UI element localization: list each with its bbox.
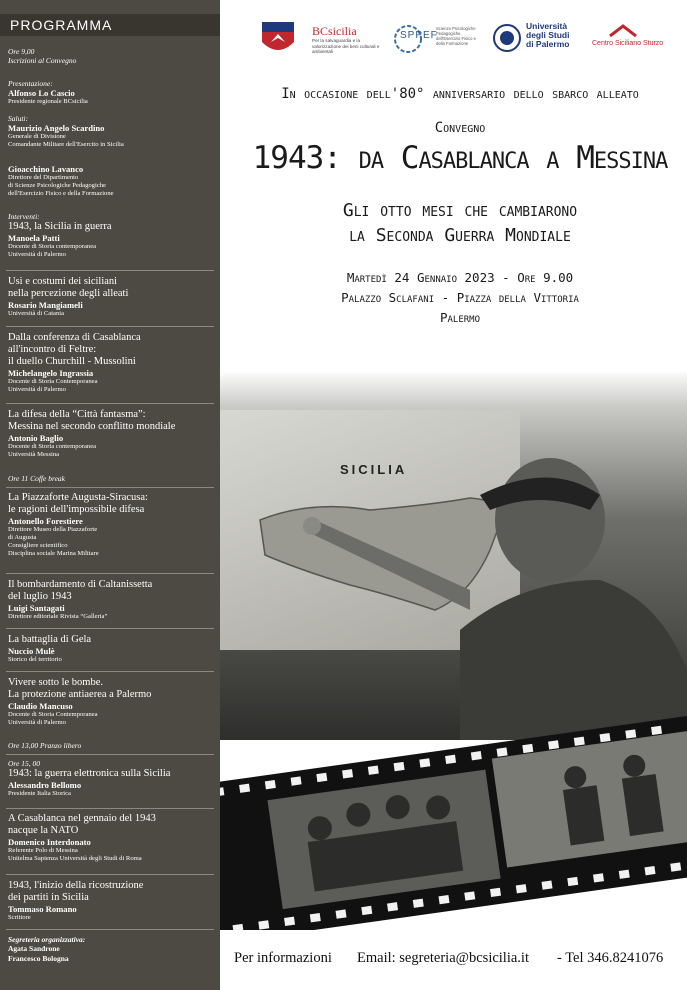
- occasion-line: In occasione dell'80° anniversario dello sbarco alleato: [281, 86, 639, 102]
- item-role: Storico del territorio: [8, 656, 62, 663]
- program-item: [8, 332, 214, 394]
- item-role: Presidente Italia Storica: [8, 790, 71, 797]
- divider: [6, 270, 214, 271]
- divider: [6, 487, 214, 488]
- program-heading: PROGRAMMA: [10, 17, 113, 33]
- program-item: [8, 813, 214, 863]
- item-role: Unitelma Sapienza Università degli Studi di Roma: [8, 855, 142, 862]
- item-speaker: Alfonso Lo Cascio: [8, 88, 75, 98]
- divider: [6, 573, 214, 574]
- bcsicilia-logo: [304, 18, 382, 60]
- item-role: Docente di Storia contemporanea: [8, 443, 97, 450]
- item-role: Università di Palermo: [8, 386, 66, 393]
- conference-kicker: Convegno: [434, 120, 486, 136]
- item-role: Docente di Storia Contemporanea: [8, 378, 98, 385]
- item-speaker: Maurizio Angelo Scardino: [8, 123, 105, 133]
- divider: [6, 628, 214, 629]
- item-title: il duello Churchill - Mussolini: [8, 356, 136, 367]
- item-speaker: Alessandro Bellomo: [8, 780, 82, 790]
- sppef-subtitle: Scienze Psicologiche Pedagogiche, dell'Esercizio Fisico e della Formazione: [436, 26, 476, 46]
- partner-logos: [240, 18, 680, 60]
- event-date: Martedì 24 Gennaio 2023 - Ore 9.00: [346, 270, 574, 285]
- item-speaker: Claudio Mancuso: [8, 701, 73, 711]
- contact-email[interactable]: Email: segreteria@bcsicilia.it: [357, 950, 529, 966]
- organizer-name: Francesco Bologna: [8, 954, 69, 963]
- item-title: nacque la NATO: [8, 825, 79, 836]
- item-title: La battaglia di Gela: [8, 634, 92, 645]
- program-item: [8, 212, 214, 259]
- info-label: Per informazioni: [234, 950, 332, 966]
- conference-title: 1943: da Casablanca a Messina: [252, 140, 668, 176]
- unipa-name: [526, 22, 569, 49]
- item-title: La Piazzaforte Augusta-Siracusa:: [8, 492, 148, 503]
- program-sidebar: [0, 0, 220, 990]
- sppef-logo: [392, 18, 484, 60]
- program-item: [8, 880, 214, 922]
- program-item: [8, 276, 214, 318]
- item-speaker: Michelangelo Ingrassia: [8, 368, 94, 378]
- item-time: Ore 13,00 Pranzo libero: [8, 741, 82, 750]
- program-item: [8, 114, 214, 149]
- divider: [6, 326, 214, 327]
- bcsicilia-name: BCsicilia: [312, 24, 357, 38]
- program-item: [8, 79, 214, 106]
- program-item: [8, 677, 214, 727]
- item-role: dell'Esercizio Fisico e della Formazione: [8, 190, 114, 197]
- item-title: all'incontro di Feltre:: [8, 344, 97, 355]
- shield-icon: [258, 18, 298, 60]
- item-role: Docente di Storia contemporanea: [8, 243, 97, 250]
- item-role: di Scienze Psicologiche Pedagogiche: [8, 182, 106, 189]
- item-time: Ore 15, 00: [8, 759, 41, 768]
- item-role: Direttore del Dipartimento: [8, 174, 79, 181]
- program-item: [8, 47, 214, 65]
- item-role: Università di Palermo: [8, 251, 66, 258]
- item-speaker: Antonio Baglio: [8, 433, 64, 443]
- historic-photo: [220, 370, 687, 740]
- unipa-line: di Palermo: [526, 39, 570, 49]
- unipa-line: degli Studi: [526, 30, 570, 40]
- unipa-line: Università: [526, 21, 568, 31]
- film-strip-graphic: [220, 690, 687, 930]
- bcsicilia-tagline: Per la salvaguardia e la valorizzazione dei beni culturali e ambientali: [312, 38, 380, 54]
- program-item: [8, 759, 214, 798]
- item-speaker: Nuccio Mulè: [8, 646, 55, 656]
- seal-icon: [492, 23, 522, 53]
- item-label: Presentazione:: [8, 79, 53, 88]
- program-item: [8, 634, 214, 664]
- item-speaker: Antonello Forestiere: [8, 516, 83, 526]
- item-role: Università di Catania: [8, 310, 65, 317]
- program-item: [8, 164, 214, 198]
- organizers: [8, 935, 214, 964]
- item-role: di Augusta: [8, 534, 37, 541]
- item-role: Scrittore: [8, 914, 31, 921]
- arrow-icon: [608, 24, 638, 38]
- map-label: SICILIA: [340, 462, 408, 477]
- item-title: del luglio 1943: [8, 591, 72, 602]
- item-title: Vivere sotto le bombe.: [8, 677, 104, 688]
- item-role: Direttore Museo della Piazzaforte: [8, 526, 98, 533]
- sturzo-logo: [588, 18, 680, 60]
- program-item: [8, 409, 214, 459]
- item-time: Ore 11 Coffe break: [8, 474, 66, 483]
- organizer-name: Agata Sandrone: [8, 944, 60, 953]
- item-label: Saluti:: [8, 114, 28, 123]
- divider: [6, 754, 214, 755]
- divider: [6, 671, 214, 672]
- item-title: 1943, la Sicilia in guerra: [8, 221, 112, 232]
- film-strip: [220, 690, 687, 930]
- item-speaker: Luigi Santagati: [8, 603, 65, 613]
- item-speaker: Manoela Patti: [8, 233, 60, 243]
- divider: [6, 929, 214, 930]
- event-venue: Palazzo Sclafani - Piazza della Vittoria: [341, 290, 579, 305]
- organizers-label: Segreteria organizzativa:: [8, 935, 86, 944]
- item-speaker: Gioacchino Lavanco: [8, 164, 84, 174]
- program-item: [8, 579, 214, 621]
- unipa-logo: [492, 18, 574, 60]
- item-role: Docente di Storia Contemporanea: [8, 711, 98, 718]
- sppef-name: SPPEF: [400, 30, 438, 41]
- item-role: Referente Polo di Messina: [8, 847, 78, 854]
- subtitle-line: Gli otto mesi che cambiarono: [342, 200, 578, 221]
- item-time: Ore 9,00: [8, 47, 35, 56]
- divider: [6, 403, 214, 404]
- subtitle-line: la Seconda Guerra Mondiale: [349, 225, 571, 246]
- item-role: Disciplina sociale Marina Militare: [8, 550, 99, 557]
- sturzo-name: Centro Siciliano Sturzo: [592, 40, 664, 47]
- contact-footer: [220, 940, 687, 990]
- item-title: Messina nel secondo conflitto mondiale: [8, 421, 176, 432]
- item-title: Usi e costumi dei siciliani: [8, 276, 118, 287]
- item-title: 1943: la guerra elettronica sulla Sicilia: [8, 768, 171, 779]
- item-role: Direttore editoriale Rivista “Galleria”: [8, 613, 108, 620]
- item-speaker: Rosario Mangiameli: [8, 300, 83, 310]
- item-role: Università di Palermo: [8, 719, 66, 726]
- item-title: Dalla conferenza di Casablanca: [8, 332, 141, 343]
- event-city: Palermo: [439, 310, 481, 325]
- program-item: [8, 741, 214, 750]
- general-figure: [220, 370, 687, 740]
- item-title: La difesa della “Città fantasma”:: [8, 409, 146, 420]
- item-role: Università Messina: [8, 451, 60, 458]
- item-label: Interventi:: [8, 212, 40, 221]
- contact-phone[interactable]: - Tel 346.8241076: [557, 950, 664, 966]
- item-speaker: Tommaso Romano: [8, 904, 77, 914]
- item-role: Generale di Divisione: [8, 133, 66, 140]
- item-title: dei partiti in Sicilia: [8, 892, 89, 903]
- divider: [6, 808, 214, 809]
- program-item: [8, 492, 214, 558]
- item-note: Iscrizioni al Convegno: [8, 56, 77, 65]
- program-item: [8, 474, 214, 483]
- program-header: [0, 14, 220, 36]
- item-title: Il bombardamento di Caltanissetta: [8, 579, 153, 590]
- item-role: Consigliere scientifico: [8, 542, 68, 549]
- divider: [6, 874, 214, 875]
- item-title: A Casablanca nel gennaio del 1943: [8, 813, 156, 824]
- item-speaker: Domenico Interdonato: [8, 837, 91, 847]
- item-title: le ragioni dell'impossibile difesa: [8, 504, 145, 515]
- item-role: Comandante Militare dell'Esercito in Sicilia: [8, 141, 124, 148]
- item-title: La protezione antiaerea a Palermo: [8, 689, 152, 700]
- item-title: 1943, l'inizio della ricostruzione: [8, 880, 144, 891]
- item-role: Presidente regionale BCsicilia: [8, 98, 88, 105]
- item-title: nella percezione degli alleati: [8, 288, 129, 299]
- army-logo: [258, 18, 298, 60]
